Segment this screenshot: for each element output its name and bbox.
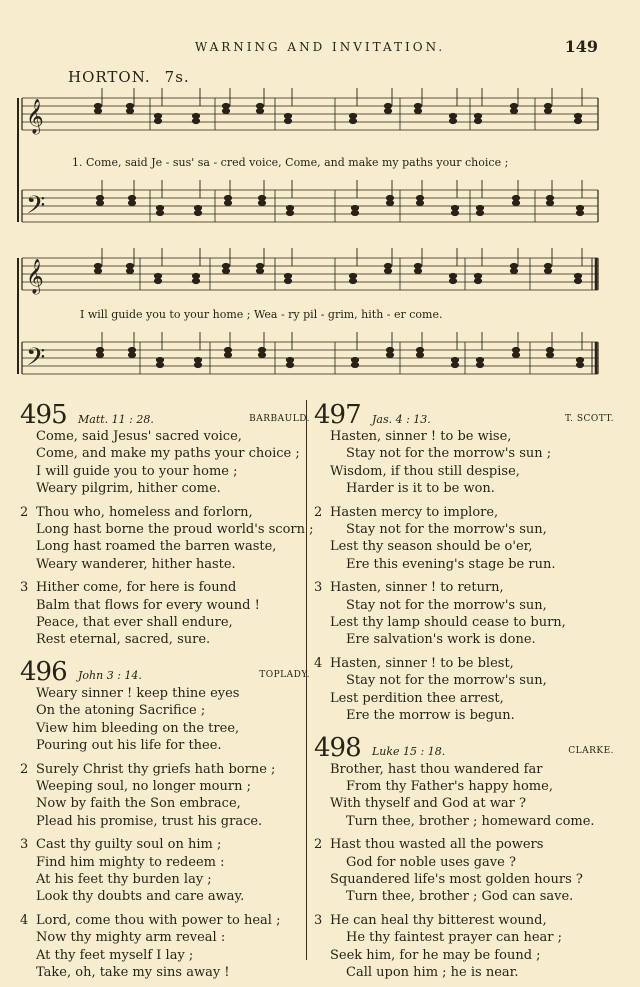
note-head [576,357,583,362]
verse-line: Seek him, for he may be found ; [330,947,541,963]
hymn-author: TOPLADY. [259,670,310,681]
note-head [128,352,135,357]
note-head [416,195,423,200]
note-head [386,200,393,205]
verse-line: Hasten, sinner ! to be wise, [330,429,512,444]
note-head [451,362,458,367]
note-head [128,195,135,200]
stanza [314,912,614,982]
note-head [94,268,101,273]
hymn-author: CLARKE. [568,746,614,757]
verse-line: Look thy doubts and care away. [36,889,245,905]
note-head [351,205,358,210]
stanza-number: 3 [20,837,29,853]
note-head [414,268,421,273]
note-head [546,200,553,205]
scripture-reference: John 3 : 14. [78,669,142,683]
lyric-underlay-1: 1. Come, said Je - sus' sa - cred voice, Come, and make my paths your choice ; [72,156,509,169]
note-head [474,278,481,283]
verse-line: Long hast roamed the barren waste, [36,539,277,555]
note-head [284,118,291,123]
note-head [574,118,581,123]
right-column [314,398,614,987]
tune-name: HORTON. [68,68,151,86]
verse-line: Brother, hast thou wandered far [330,761,543,777]
verse-line: Long hast borne the proud world's scorn ; [36,522,314,538]
clef-icon: 𝄢 [26,191,46,226]
verse-line: Rest eternal, sacred, sure. [36,632,211,648]
scripture-reference: Jas. 4 : 13. [372,412,431,426]
verse-line: Turn thee, brother ; God can save. [346,889,574,905]
verse-line: He can heal thy bitterest wound, [330,912,547,928]
note-head [284,273,291,278]
hymn-header [20,655,310,685]
note-head [224,352,231,357]
note-head [194,210,201,215]
note-head [192,118,199,123]
stanza-number: 2 [20,761,29,777]
note-head [476,362,483,367]
stanza [314,761,614,831]
stanza-number: 4 [20,912,29,928]
note-head [574,273,581,278]
hymn-author: BARBAULD. [249,413,310,424]
note-head [386,195,393,200]
note-head [349,113,356,118]
note-head [476,205,483,210]
note-head [416,352,423,357]
verse-line: Stay not for the morrow's sun, [346,597,547,613]
note-head [416,200,423,205]
stanza [20,428,310,498]
running-title: WARNING AND INVITATION. [194,40,446,54]
stanza [314,579,614,649]
note-head [94,103,101,108]
stanza-number: 3 [20,580,29,596]
note-head [449,113,456,118]
note-head [449,273,456,278]
stanza-number: 2 [314,504,323,520]
verse-line: From thy Father's happy home, [346,778,553,794]
verse-line: Take, oh, take my sins away ! [36,964,230,980]
note-head [224,347,231,352]
note-head [286,357,293,362]
note-head [414,263,421,268]
note-head [476,357,483,362]
verse-line: Squandered life's most golden hours ? [330,871,583,887]
scripture-reference: Luke 15 : 18. [372,745,446,759]
stanza [20,912,310,982]
hymn [20,398,314,649]
verse-line: Peace, that ever shall endure, [36,615,233,631]
note-head [286,362,293,367]
stanza [20,836,310,906]
note-head [512,352,519,357]
note-head [258,195,265,200]
verse-line: Hasten, sinner ! to be blest, [330,655,514,671]
stanza [20,761,310,831]
note-head [156,357,163,362]
hymn-number: 498 [314,732,361,763]
note-head [351,210,358,215]
note-head [258,200,265,205]
note-head [351,362,358,367]
note-head [284,278,291,283]
note-head [284,113,291,118]
verse-line: Ere the morrow is begun. [346,708,515,724]
verse-line: Pouring out his life for thee. [36,738,222,754]
verse-line: Balm that flows for every wound ! [36,597,260,613]
verse-line: Cast thy guilty soul on him ; [36,837,222,853]
verse-line: Weary sinner ! keep thine eyes [36,685,240,701]
stanza-number: 2 [20,504,29,520]
note-head [510,103,517,108]
verse-line: Come, and make my paths your choice ; [36,446,300,462]
note-head [256,108,263,113]
note-head [156,210,163,215]
lyric-underlay-2: I will guide you to your home ; Wea - ry pil - grim, hith - er come. [80,308,443,321]
note-head [256,268,263,273]
left-column [20,398,314,987]
note-head [512,195,519,200]
hymn [314,731,614,982]
note-head [544,103,551,108]
verse-line: Weary pilgrim, hither come. [36,481,221,497]
verse-line: Hast thou wasted all the powers [330,837,544,853]
note-head [222,263,229,268]
note-head [154,118,161,123]
verse-line: Stay not for the morrow's sun, [346,522,547,538]
note-head [414,103,421,108]
page-number: 149 [564,37,598,56]
verse-line: At thy feet myself I lay ; [36,947,194,963]
note-head [258,347,265,352]
clef-icon: 𝄞 [26,99,44,134]
hymn-number: 496 [20,656,67,687]
note-head [286,205,293,210]
note-head [154,278,161,283]
note-head [474,273,481,278]
note-head [510,268,517,273]
note-head [256,263,263,268]
stanza [20,504,314,574]
note-head [128,200,135,205]
note-head [384,263,391,268]
verse-line: Now by faith the Son embrace, [36,796,241,812]
hymn-number: 495 [20,400,67,430]
note-head [546,195,553,200]
note-head [544,108,551,113]
note-head [156,362,163,367]
note-head [194,362,201,367]
note-head [224,195,231,200]
hymn-number: 497 [314,400,361,430]
clef-icon: 𝄢 [26,343,46,378]
stanza [314,504,614,574]
stanza [314,655,614,725]
note-head [222,268,229,273]
note-head [286,210,293,215]
verse-line: Weary wanderer, hither haste. [36,556,236,572]
note-head [451,210,458,215]
hymn [314,398,614,725]
verse-line: Come, said Jesus' sacred voice, [36,429,242,444]
note-head [224,200,231,205]
note-head [126,268,133,273]
note-head [474,113,481,118]
note-head [192,113,199,118]
music-score [0,0,640,400]
verse-line: Hither come, for here is found [36,580,237,596]
note-head [194,205,201,210]
note-head [544,268,551,273]
note-head [544,263,551,268]
note-head [576,205,583,210]
verse-line: Lest thy lamp should cease to burn, [330,615,566,631]
verse-line: Lest perdition thee arrest, [330,690,504,706]
note-head [510,263,517,268]
note-head [349,278,356,283]
stanza [314,428,614,498]
verse-line: Call upon him ; he is near. [346,964,519,980]
note-head [416,347,423,352]
note-head [96,352,103,357]
note-head [512,200,519,205]
verse-line: Now thy mighty arm reveal : [36,930,226,946]
tune-meter: 7s. [164,68,190,86]
verse-line: Wisdom, if thou still despise, [330,463,520,479]
note-head [154,113,161,118]
note-head [384,103,391,108]
note-head [222,103,229,108]
verse-line: Find him mighty to redeem : [36,854,225,870]
note-head [126,263,133,268]
note-head [449,278,456,283]
verse-line: Ere salvation's work is done. [346,632,536,648]
note-head [384,268,391,273]
verse-line: View him bleeding on the tree, [36,720,240,736]
note-head [474,118,481,123]
note-head [154,273,161,278]
hymn-author: T. SCOTT. [564,413,614,424]
note-head [414,108,421,113]
note-head [510,108,517,113]
verse-line: Stay not for the morrow's sun ; [346,446,552,462]
verse-line: Thou who, homeless and forlorn, [36,504,253,520]
hymn-header [20,398,310,428]
verse-line: I will guide you to your home ; [36,463,238,479]
note-head [384,108,391,113]
note-head [476,210,483,215]
note-head [512,347,519,352]
verse-line: With thyself and God at war ? [330,796,526,812]
verse-line: Plead his promise, trust his grace. [36,813,263,829]
note-head [96,200,103,205]
note-head [128,347,135,352]
hymn-header [314,398,614,428]
note-head [349,273,356,278]
note-head [96,347,103,352]
verse-line: Lest thy season should be o'er, [330,539,533,555]
note-head [449,118,456,123]
verse-line: Hasten, sinner ! to return, [330,580,504,596]
verse-line: God for noble uses gave ? [346,854,516,870]
scripture-reference: Matt. 11 : 28. [78,412,154,426]
note-head [192,273,199,278]
verse-line: Lord, come thou with power to heal ; [36,912,281,928]
note-head [192,278,199,283]
stanza-number: 2 [314,837,323,853]
note-head [256,103,263,108]
note-head [546,352,553,357]
note-head [576,210,583,215]
stanza-number: 3 [314,912,323,928]
note-head [126,108,133,113]
note-head [156,205,163,210]
verse-line: On the atoning Sacrifice ; [36,703,206,719]
stanza-number: 4 [314,655,323,671]
hymn [20,655,310,982]
clef-icon: 𝄞 [26,259,44,294]
verse-line: Surely Christ thy griefs hath borne ; [36,761,276,777]
note-head [574,278,581,283]
verse-line: Hasten mercy to implore, [330,504,499,520]
note-head [94,108,101,113]
verse-line: He thy faintest prayer can hear ; [346,930,563,946]
stanza [20,579,310,649]
stanza [20,685,310,755]
note-head [349,118,356,123]
note-head [386,352,393,357]
note-head [126,103,133,108]
note-head [576,362,583,367]
verse-line: Stay not for the morrow's sun, [346,673,547,689]
note-head [94,263,101,268]
note-head [258,352,265,357]
note-head [96,195,103,200]
verse-line: Ere this evening's stage be run. [346,556,556,572]
verse-line: Weeping soul, no longer mourn ; [36,778,251,794]
stanza [314,836,614,906]
stanza-number: 3 [314,580,323,596]
note-head [194,357,201,362]
note-head [451,205,458,210]
verse-line: Harder is it to be won. [346,481,495,497]
note-head [451,357,458,362]
note-head [574,113,581,118]
verse-line: Turn thee, brother ; homeward come. [346,813,595,829]
note-head [386,347,393,352]
note-head [222,108,229,113]
note-head [546,347,553,352]
hymn-header [314,731,614,761]
note-head [351,357,358,362]
verse-line: At his feet thy burden lay ; [36,871,212,887]
